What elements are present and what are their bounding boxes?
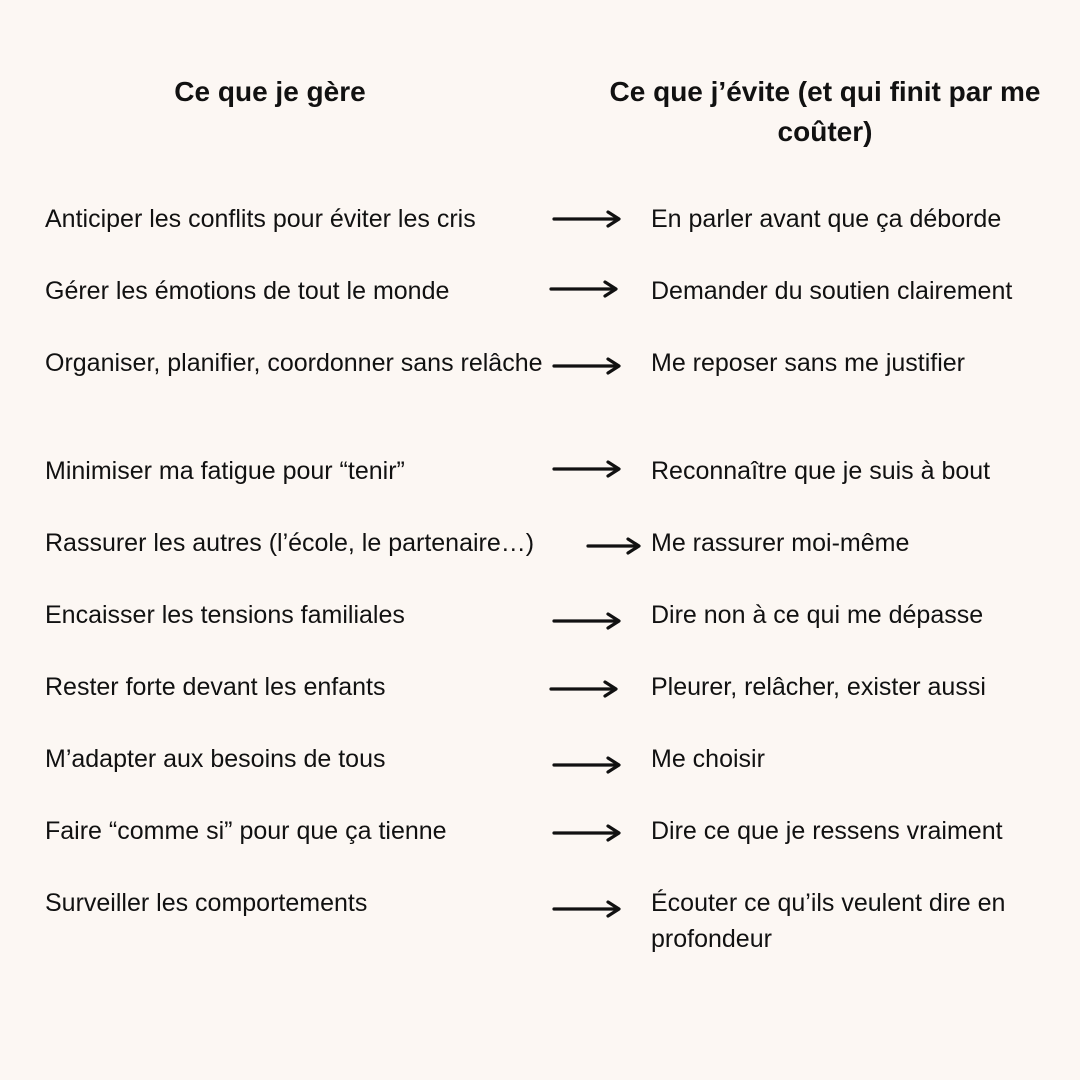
managed-item-text: Minimiser ma fatigue pour “tenir” [45, 457, 405, 485]
left-column-title: Ce que je gère [174, 76, 366, 107]
managed-item-text: Anticiper les conflits pour éviter les cris [45, 205, 476, 233]
managed-item-text: Faire “comme si” pour que ça tienne [45, 817, 447, 845]
arrow-right-icon [552, 823, 624, 843]
avoided-item-text: Pleurer, relâcher, exister aussi [651, 673, 986, 701]
arrow-right-icon [552, 459, 624, 479]
managed-item-text: Encaisser les tensions familiales [45, 601, 405, 629]
arrow-right-icon [552, 755, 624, 775]
arrow-right-icon [549, 279, 621, 299]
arrow-right-icon [552, 356, 624, 376]
managed-item-text: Rester forte devant les enfants [45, 673, 386, 701]
avoided-item-text: Me choisir [651, 745, 765, 773]
avoided-item-text: Me reposer sans me justifier [651, 349, 966, 377]
arrow-right-icon [586, 536, 644, 556]
arrow-right-icon [552, 209, 624, 229]
avoided-item-text: Dire ce que je ressens vraiment [651, 817, 1003, 845]
arrow-right-icon [552, 611, 624, 631]
managed-item-text: Rassurer les autres (l’école, le partenaire…) [45, 529, 535, 557]
arrow-right-icon [549, 679, 621, 699]
avoided-item-text: Reconnaître que je suis à bout [651, 457, 991, 485]
managed-item-text: Gérer les émotions de tout le monde [45, 277, 450, 305]
managed-item-text: M’adapter aux besoins de tous [45, 745, 386, 773]
right-column-title: Ce que j’évite (et qui finit par me coûter) [609, 76, 1041, 147]
avoided-item-text: En parler avant que ça déborde [651, 205, 1002, 233]
managed-item-text: Surveiller les comportements [45, 889, 368, 917]
avoided-item-text: Demander du soutien clairement [651, 277, 1013, 305]
avoided-item-text: Me rassurer moi-même [651, 529, 910, 557]
avoided-item-text: Écouter ce qu’ils veulent dire en profondeur [651, 889, 1006, 953]
managed-item-text: Organiser, planifier, coordonner sans relâche [45, 349, 543, 377]
arrow-right-icon [552, 899, 624, 919]
avoided-item-text: Dire non à ce qui me dépasse [651, 601, 984, 629]
